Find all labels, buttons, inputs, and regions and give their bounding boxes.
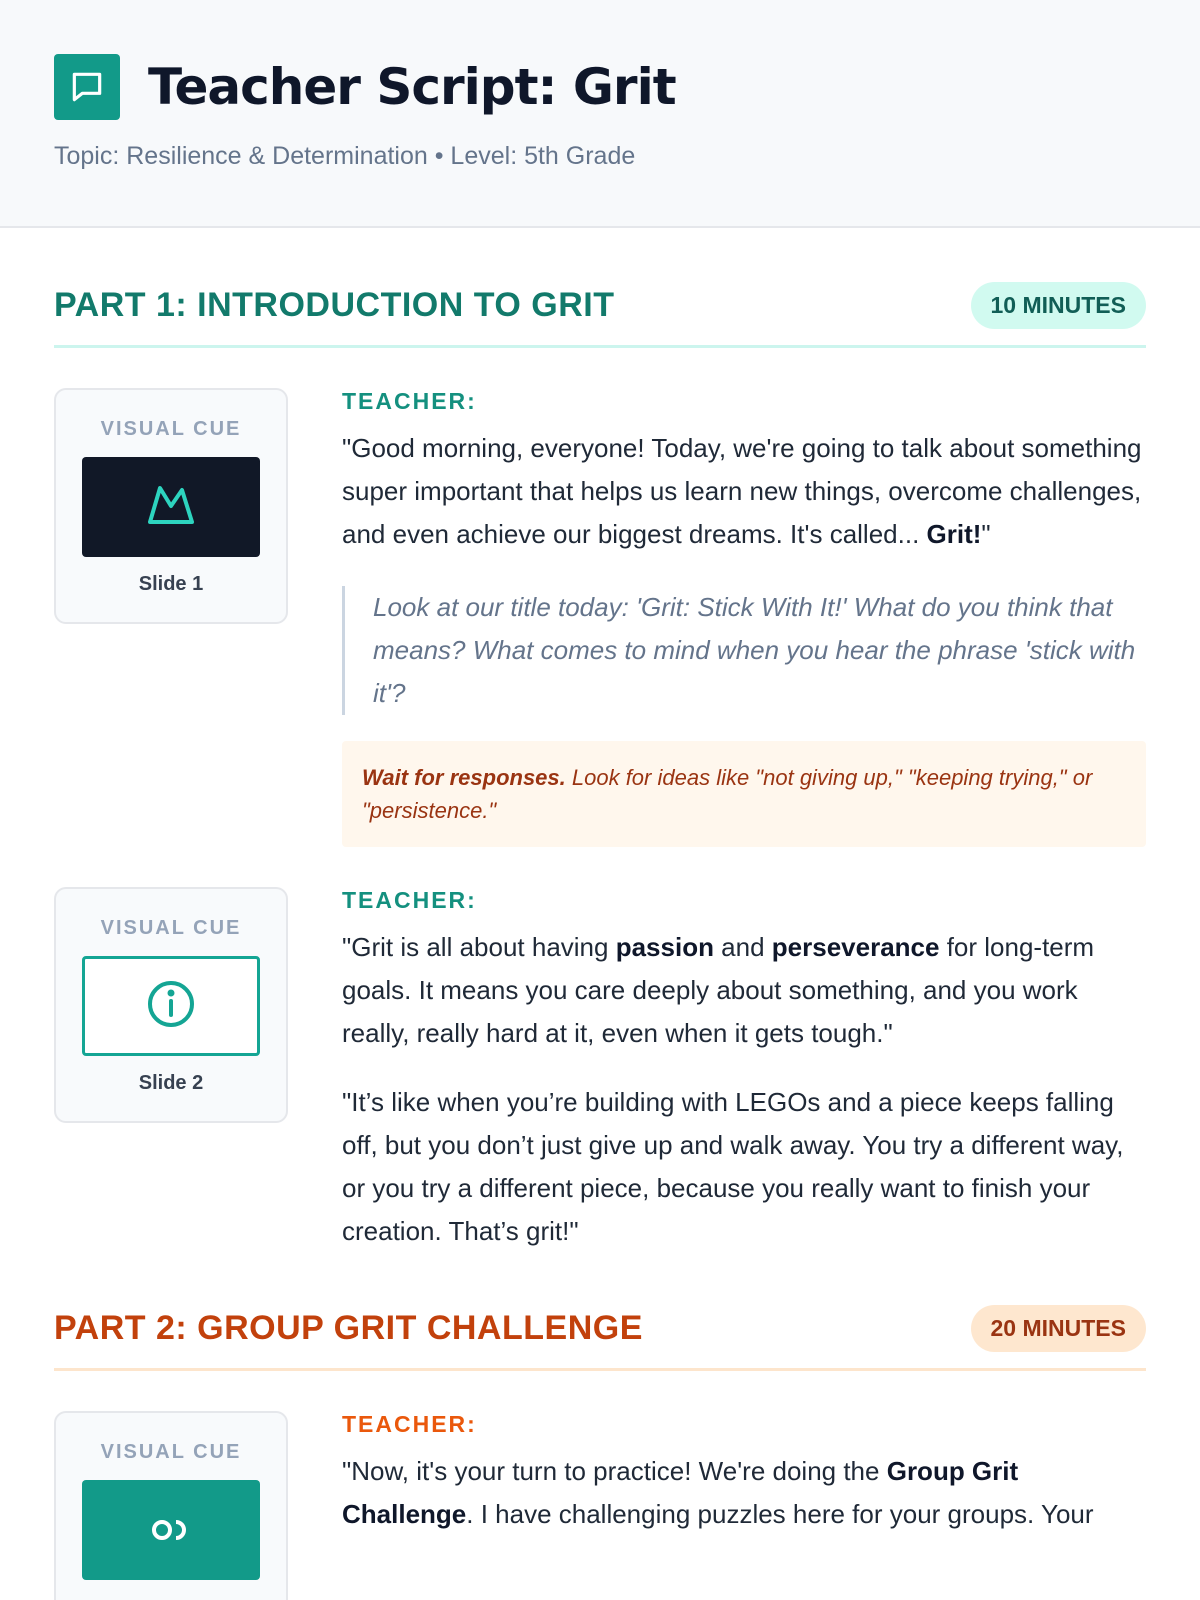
- visual-cue-label: VISUAL CUE: [100, 917, 242, 939]
- teacher-note: Wait for responses. Look for ideas like "not giving up," "keeping trying," or "persistence.": [342, 741, 1146, 847]
- title-row: [54, 54, 1146, 120]
- script-block-2: [54, 887, 1146, 1253]
- page-header: [0, 0, 1200, 228]
- part-2-duration-badge: 20 MINUTES: [971, 1305, 1146, 1352]
- teacher-line: "Good morning, everyone! Today, we're going to talk about something super important that helps us learn new things, overcome challenges, and even achieve our biggest dreams. It's called... Grit!": [342, 433, 1142, 549]
- slide-label: Slide 1: [138, 573, 204, 595]
- slide-thumbnail: [82, 457, 260, 557]
- info-icon: [146, 979, 196, 1034]
- visual-cue-card: [54, 1411, 288, 1600]
- slide-thumbnail: [82, 956, 260, 1056]
- part-1-duration-badge: 10 MINUTES: [971, 282, 1146, 329]
- speaker-label: TEACHER:: [342, 388, 477, 414]
- script-text: [342, 388, 1146, 847]
- speaker-label: TEACHER:: [342, 1411, 477, 1437]
- teacher-line: "Now, it's your turn to practice! We're doing the Group Grit Challenge. I have challenging puzzles here for your groups. Your: [342, 1456, 1094, 1529]
- visual-cue-label: VISUAL CUE: [100, 418, 242, 440]
- teacher-line: "Grit is all about having passion and perseverance for long-term goals. It means you care deeply about something, and you work really, really hard at it, even when it gets tough.": [342, 932, 1095, 1048]
- visual-cue-card: [54, 887, 288, 1123]
- teacher-line: "It’s like when you’re building with LEGOs and a piece keeps falling off, but you don’t just give up and walk away. You try a different way, or you try a different piece, because you really want to finish your creation. That’s grit!": [342, 1087, 1124, 1246]
- slide-label: Slide 2: [138, 1072, 204, 1094]
- group-icon: [144, 1508, 198, 1553]
- script-block-3: [54, 1411, 1146, 1600]
- visual-cue-label: VISUAL CUE: [100, 1441, 242, 1463]
- page-subtitle: Topic: Resilience & Determination • Level: 5th Grade: [54, 142, 636, 170]
- part-2-title: PART 2: GROUP GRIT CHALLENGE: [54, 1309, 643, 1347]
- script-block-1: [54, 388, 1146, 847]
- discussion-prompt: Look at our title today: 'Grit: Stick With It!' What do you think that means? What comes to mind when you hear the phrase 'stick with it'?: [342, 586, 1146, 715]
- script-text: [342, 1411, 1146, 1600]
- mountain-icon: [144, 482, 198, 533]
- script-text: [342, 887, 1146, 1253]
- chat-bubble-icon: [54, 54, 120, 120]
- visual-cue-card: [54, 388, 288, 624]
- script-content: [0, 282, 1200, 1600]
- part-2-header: [54, 1305, 1146, 1371]
- speaker-label: TEACHER:: [342, 887, 477, 913]
- part-1-header: [54, 282, 1146, 348]
- slide-thumbnail: [82, 1480, 260, 1580]
- part-1-title: PART 1: INTRODUCTION TO GRIT: [54, 286, 615, 324]
- page-title: Teacher Script: Grit: [148, 58, 676, 116]
